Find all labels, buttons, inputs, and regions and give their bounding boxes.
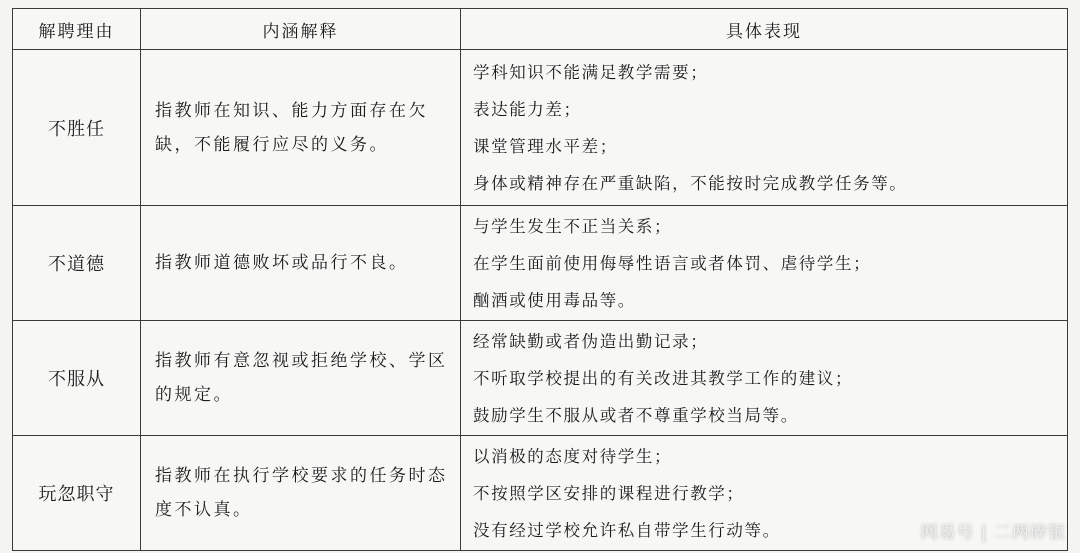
detail-line: 在学生面前使用侮辱性语言或者体罚、虐待学生；	[473, 253, 872, 273]
table-row	[13, 436, 1068, 551]
detail-line: 表达能力差；	[473, 99, 582, 119]
row-reason: 不服从	[13, 321, 141, 436]
row-meaning: 指教师道德败坏或品行不良。	[141, 206, 461, 321]
detail-line: 身体或精神存在严重缺陷，不能按时完成教学任务等。	[473, 173, 908, 193]
detail-line: 以消极的态度对待学生；	[473, 446, 673, 466]
detail-line: 没有经过学校允许私自带学生行动等。	[473, 520, 781, 540]
dismissal-reasons-table-wrapper	[12, 8, 1068, 549]
dismissal-reasons-table	[12, 8, 1068, 551]
watermark-text: 网易号 | 二两碎银	[920, 523, 1066, 543]
detail-line: 学科知识不能满足教学需要；	[473, 62, 709, 82]
row-details	[461, 206, 1068, 321]
row-details	[461, 50, 1068, 206]
detail-line: 鼓励学生不服从或者不尊重学校当局等。	[473, 405, 799, 425]
detail-line: 经常缺勤或者伪造出勤记录；	[473, 331, 709, 351]
row-reason: 玩忽职守	[13, 436, 141, 551]
row-meaning: 指教师在执行学校要求的任务时态度不认真。	[141, 436, 461, 551]
header-meaning: 内涵解释	[141, 9, 461, 50]
row-details	[461, 321, 1068, 436]
table-row	[13, 206, 1068, 321]
header-reason: 解聘理由	[13, 9, 141, 50]
row-meaning: 指教师在知识、能力方面存在欠缺，不能履行应尽的义务。	[141, 50, 461, 206]
row-meaning: 指教师有意忽视或拒绝学校、学区的规定。	[141, 321, 461, 436]
detail-line: 不听取学校提出的有关改进其教学工作的建议；	[473, 368, 854, 388]
row-reason: 不胜任	[13, 50, 141, 206]
table-row	[13, 50, 1068, 206]
row-reason: 不道德	[13, 206, 141, 321]
table-header-row	[13, 9, 1068, 50]
header-details: 具体表现	[461, 9, 1068, 50]
detail-line: 酗酒或使用毒品等。	[473, 290, 636, 310]
detail-line: 不按照学区安排的课程进行教学；	[473, 483, 745, 503]
table-row	[13, 321, 1068, 436]
detail-line: 与学生发生不正当关系；	[473, 216, 673, 236]
detail-line: 课堂管理水平差；	[473, 136, 618, 156]
